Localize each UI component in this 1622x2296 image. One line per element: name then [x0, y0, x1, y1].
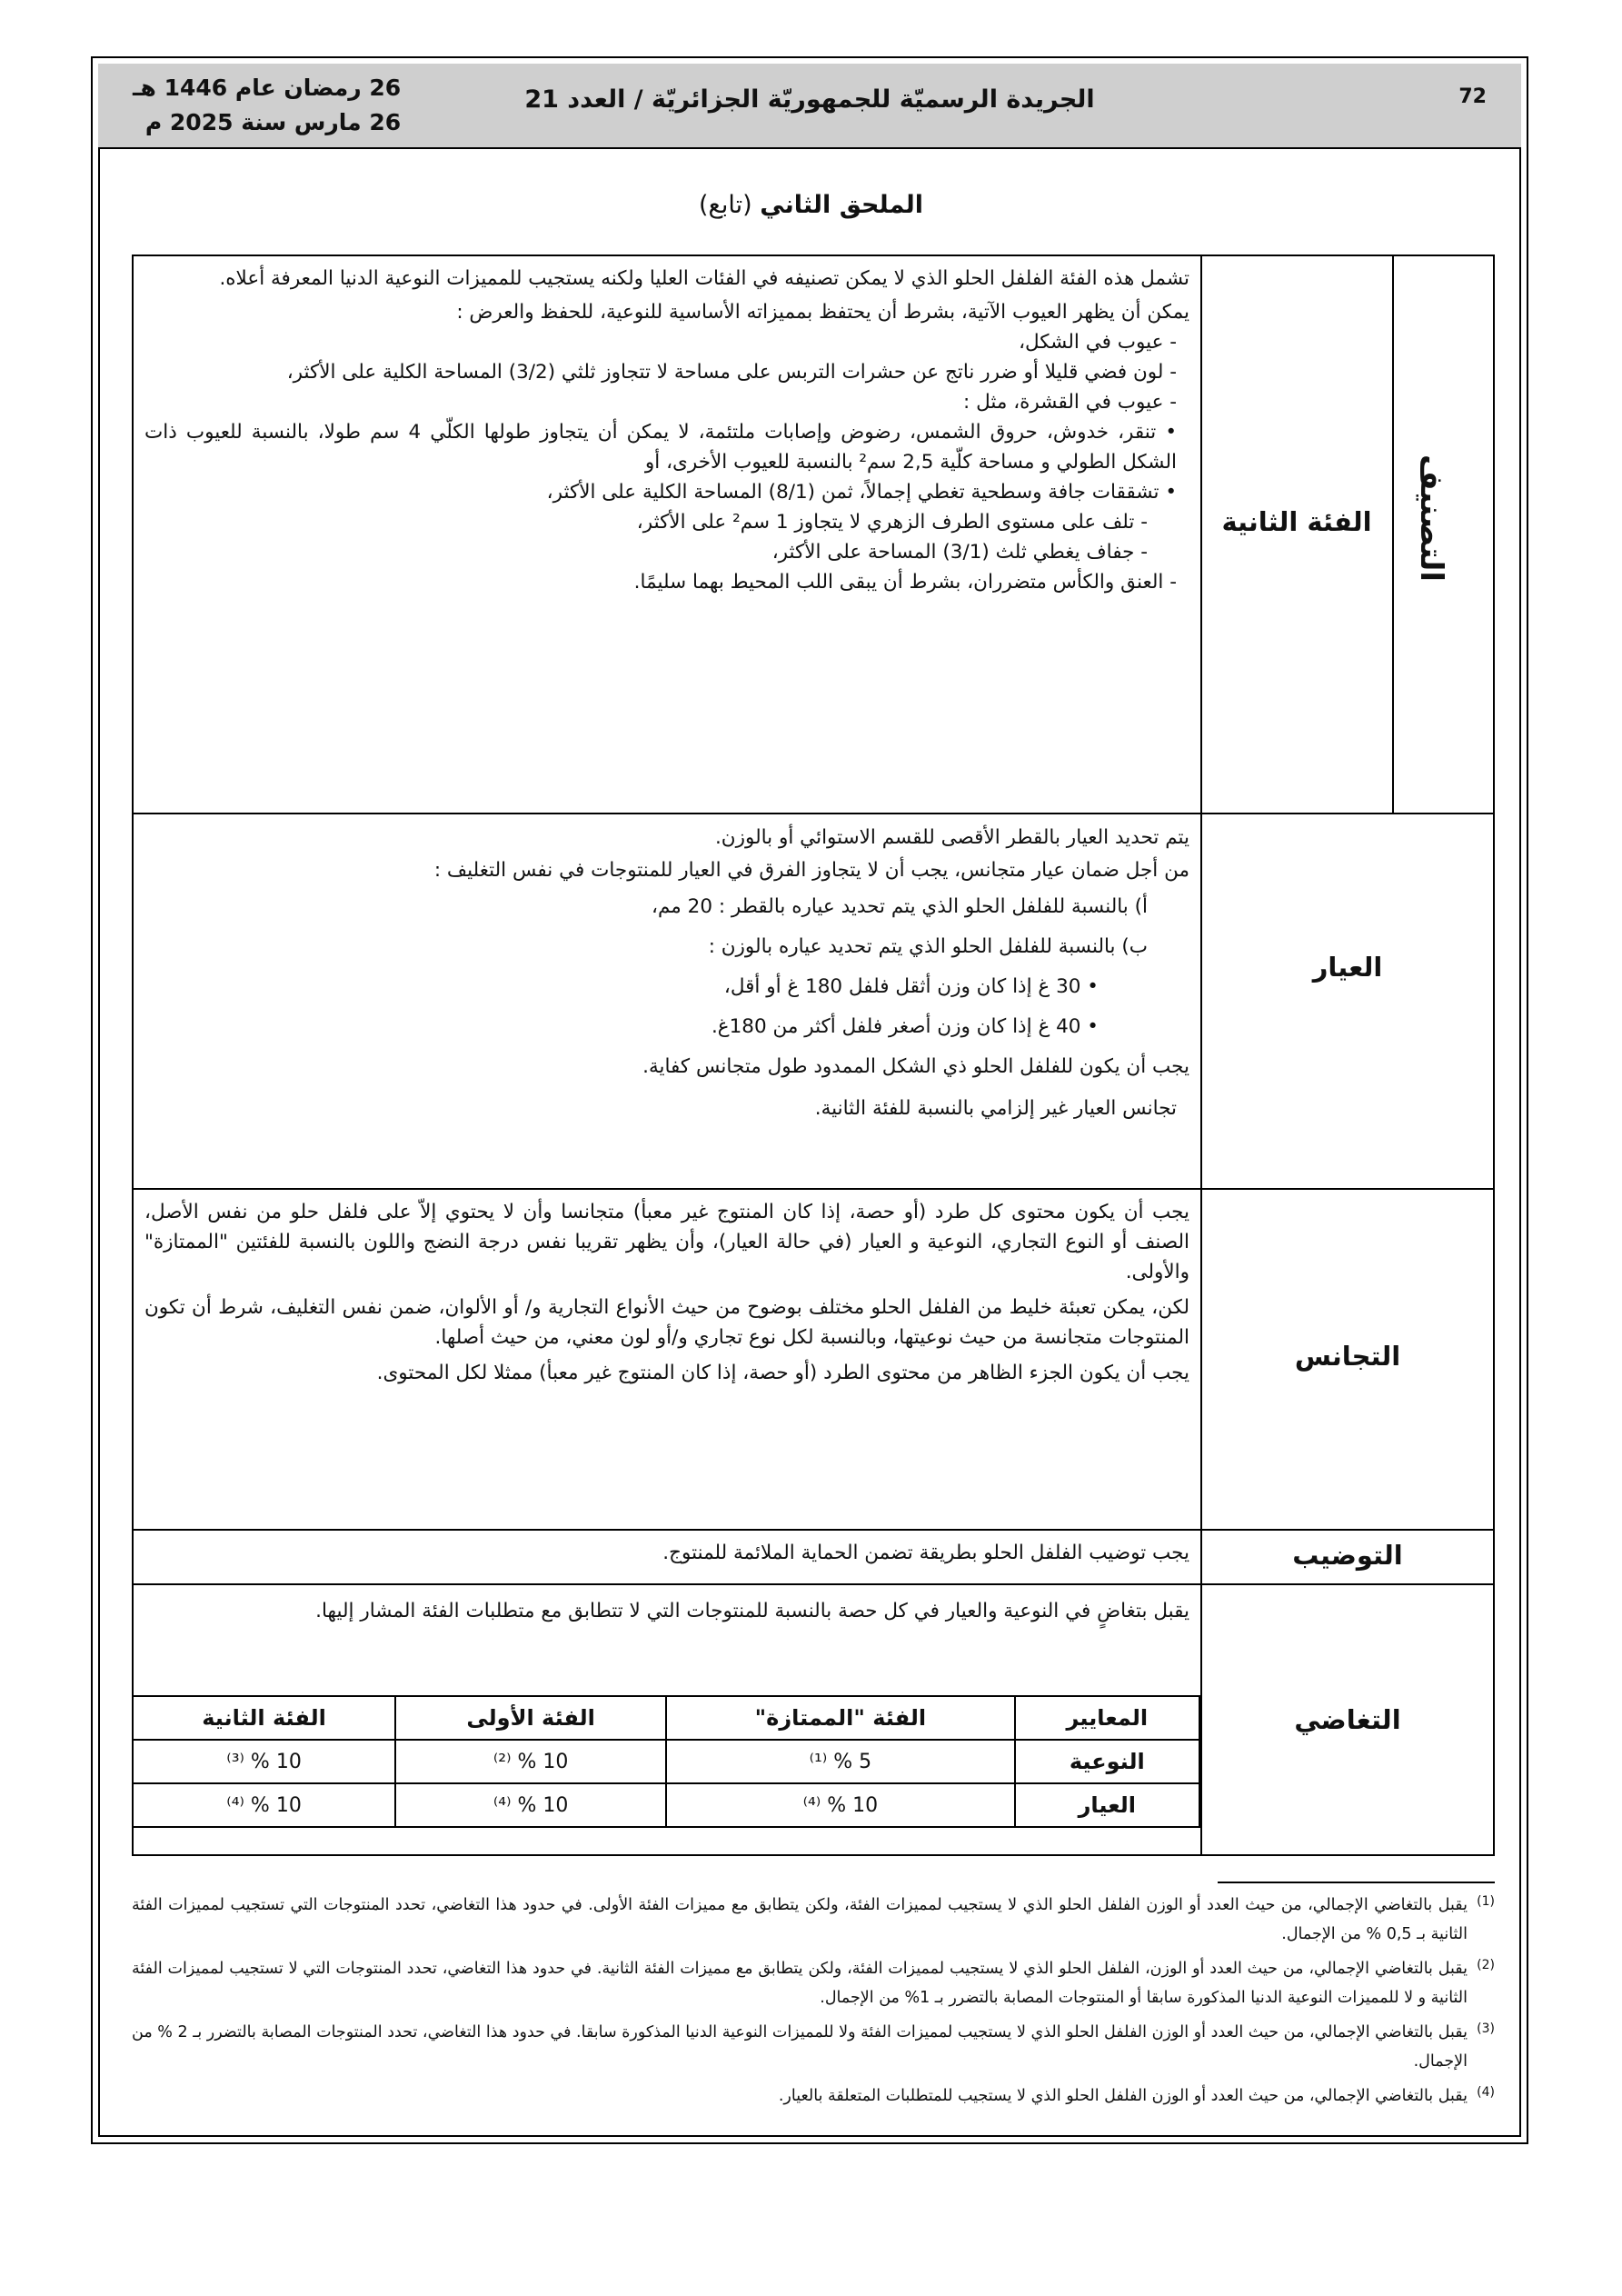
- paragraph: يمكن أن يظهر العيوب الآتية، بشرط أن يحتفظ بمميزاته الأساسية للنوعية، للحفظ والعرض :: [456, 301, 1189, 324]
- paragraph: لكن، يمكن تعبئة خليط من الفلفل الحلو مختلف بوضوح من حيث الأنواع التجارية و/ أو الألوان، ضمن نفس التغليف، شرط أن تكون المنتوجات متجانسة من حيث نوعيتها، وبالنسبة لكل نوع تجاري و/أو لون معني، من حيث أصلها.: [144, 1296, 1189, 1349]
- row-divider: [134, 1529, 1495, 1531]
- packaging-label: التوضيب: [1292, 1540, 1403, 1571]
- footnote-separator: [1218, 1882, 1495, 1883]
- list-item: • 30 غ إذا كان وزن أثقل فلفل 180 غ أو أقل،: [723, 975, 1099, 998]
- page-header: [98, 64, 1521, 149]
- tolerance-table: [132, 1695, 1200, 1828]
- paragraph: تجانس العيار غير إلزامي بالنسبة للفئة الثانية.: [814, 1097, 1177, 1120]
- paragraph: من أجل ضمان عيار متجانس، يجب أن لا يتجاوز الفرق في العيار للمنتوجات في نفس التغليف :: [433, 859, 1189, 882]
- homogeneity-label: التجانس: [1294, 1341, 1401, 1372]
- table-row: [133, 1783, 1199, 1827]
- list-item: • تشققات جافة وسطحية تغطي إجمالاً، ثمن (8/1) المساحة الكلية على الأكثر،: [546, 481, 1177, 504]
- footnote: (2) يقبل بالتغاضي الإجمالي، من حيث العدد أو الوزن، الفلفل الحلو الذي لا يستجيب لمميزات الفئة، ولكن يتطابق مع مميزات الفئة الثانية. في حدود هذا التغاضي، تحدد المنتوجات التي لا تستجيب لمميزات الفئة الثانية و لا للمميزات النوعية الدنيا المذكورة سابقا أو المنتوجات المصابة بالتضرر بـ 1% من الإجمال.: [132, 1958, 1495, 2007]
- footnote: (1) يقبل بالتغاضي الإجمالي، من حيث العدد أو الوزن الفلفل الحلو الذي لا يستجيب لمميزات الفئة، ولكن يتطابق مع مميزات الفئة الأولى. في حدود هذا التغاضي، تحدد المنتوجات التي تستجيب لمميزات الفئة الثانية بـ 0,5 % من الإجمال.: [132, 1894, 1495, 1943]
- paragraph: يتم تحديد العيار بالقطر الأقصى للقسم الاستوائي أو بالوزن.: [714, 826, 1189, 849]
- table-cell: 10 % ⁽⁴⁾: [395, 1783, 666, 1827]
- date-gregorian: 26 مارس سنة 2025 م: [144, 109, 402, 135]
- table-cell: 5 % ⁽¹⁾: [666, 1740, 1014, 1783]
- column-header: الفئة "الممتازة": [666, 1696, 1014, 1740]
- annex-heading: [0, 191, 1622, 219]
- gazette-title: الجريدة الرسميّة للجمهوريّة الجزائريّة / العدد 21: [524, 85, 1095, 114]
- homogeneity-content: [144, 1197, 1189, 1388]
- classification-content: [144, 264, 1189, 597]
- list-item: - لون فضي قليلا أو ضرر ناتج عن حشرات التربس على مساحة لا تتجاوز ثلثي (3/2) المساحة الكلية على الأكثر،: [286, 361, 1177, 384]
- classification-vertical-label: التصنيف: [1413, 454, 1449, 583]
- specification-table: [132, 255, 1495, 1856]
- page-number: 72: [1458, 85, 1487, 108]
- list-item: - عيوب في الشكل،: [1019, 331, 1177, 354]
- list-item: ب) بالنسبة للفلفل الحلو الذي يتم تحديد عياره بالوزن :: [708, 935, 1148, 958]
- list-item: - جفاف يغطي ثلث (3/1) المساحة على الأكثر،: [771, 541, 1148, 564]
- table-cell: 10 % ⁽²⁾: [395, 1740, 666, 1783]
- list-item: - تلف على مستوى الطرف الزهري لا يتجاوز 1 سم² على الأكثر،: [636, 511, 1148, 534]
- category-label: الفئة الثانية: [1221, 506, 1372, 537]
- row-divider: [134, 813, 1495, 814]
- table-cell: 10 % ⁽³⁾: [133, 1740, 395, 1783]
- date-hijri: 26 رمضان عام 1446 هـ: [133, 75, 402, 101]
- tolerance-label: التغاضي: [1294, 1704, 1401, 1735]
- row-header: العيار: [1015, 1783, 1199, 1827]
- paragraph: يقبل بتغاضٍ في النوعية والعيار في كل حصة بالنسبة للمنتوجات التي لا تتطابق مع متطلبات الفئة المشار إليها.: [315, 1600, 1189, 1622]
- column-header: الفئة الثانية: [133, 1696, 395, 1740]
- list-item: • 40 غ إذا كان وزن أصغر فلفل أكثر من 180غ.: [711, 1015, 1099, 1038]
- issue-date: [133, 71, 401, 140]
- sizing-label: العيار: [1312, 952, 1383, 983]
- table-row: [133, 1740, 1199, 1783]
- paragraph: تشمل هذه الفئة الفلفل الحلو الذي لا يمكن تصنيفه في الفئات العليا ولكنه يستجيب للمميزات النوعية الدنيا المعرفة أعلاه.: [219, 267, 1189, 290]
- row-divider: [134, 1188, 1495, 1190]
- annex-title: الملحق الثاني: [760, 191, 923, 219]
- table-header-row: [133, 1696, 1199, 1740]
- paragraph: يجب أن يكون للفلفل الحلو ذي الشكل الممدود طول متجانس كفاية.: [642, 1055, 1189, 1078]
- annex-suffix: (تابع): [698, 191, 752, 219]
- footnotes: [132, 1891, 1495, 2111]
- paragraph: يجب توضيب الفلفل الحلو بطريقة تضمن الحماية الملائمة للمنتوج.: [662, 1542, 1189, 1564]
- sizing-content: [144, 822, 1189, 1125]
- table-cell: 10 % ⁽⁴⁾: [666, 1783, 1014, 1827]
- row-header: النوعية: [1015, 1740, 1199, 1783]
- footnote: (3) يقبل بالتغاضي الإجمالي، من حيث العدد أو الوزن الفلفل الحلو الذي لا يستجيب لمميزات الفئة ولا للمميزات النوعية الدنيا المذكورة سابقا. في حدود هذا التغاضي، تحدد المنتوجات المصابة بالتضرر بـ 2 % من الإجمال.: [132, 2021, 1495, 2071]
- column-divider: [1200, 256, 1202, 1856]
- footnote: (4) يقبل بالتغاضي الإجمالي، من حيث العدد أو الوزن الفلفل الحلو الذي لا يستجيب للمتطلبات المتعلقة بالعيار.: [778, 2085, 1495, 2105]
- paragraph: يجب أن يكون محتوى كل طرد (أو حصة، إذا كان المنتوج غير معبأ) متجانسا وأن لا يحتوي إلاّ على فلفل حلو من نفس الأصل، الصنف أو النوع التجاري، النوعية و العيار (في حالة العيار)، وأن يظهر تقريبا نفس درجة النضج واللون بالنسبة للفئتين "الممتازة" والأولى.: [144, 1201, 1189, 1283]
- column-header: الفئة الأولى: [395, 1696, 666, 1740]
- table-cell: 10 % ⁽⁴⁾: [133, 1783, 395, 1827]
- list-item: - عيوب في القشرة، مثل :: [963, 391, 1177, 414]
- row-divider: [134, 1583, 1495, 1585]
- packaging-content: [144, 1538, 1189, 1568]
- list-item: أ) بالنسبة للفلفل الحلو الذي يتم تحديد عياره بالقطر : 20 مم،: [652, 895, 1148, 918]
- column-header: المعايير: [1015, 1696, 1199, 1740]
- tolerance-content: [144, 1596, 1189, 1626]
- paragraph: يجب أن يكون الجزء الظاهر من محتوى الطرد (أو حصة، إذا كان المنتوج غير معبأ) ممثلا لكل المحتوى.: [376, 1362, 1189, 1384]
- list-item: • تنقر، خدوش، حروق الشمس، رضوض وإصابات ملتئمة، لا يمكن أن يتجاوز طولها الكلّي 4 سم طولا، بالنسبة للعيوب ذات الشكل الطولي و مساحة كلّية 2,5 سم² بالنسبة للعيوب الأخرى، أو: [144, 421, 1177, 474]
- list-item: - العنق والكأس متضرران، بشرط أن يبقى اللب المحيط بهما سليمًا.: [633, 571, 1177, 594]
